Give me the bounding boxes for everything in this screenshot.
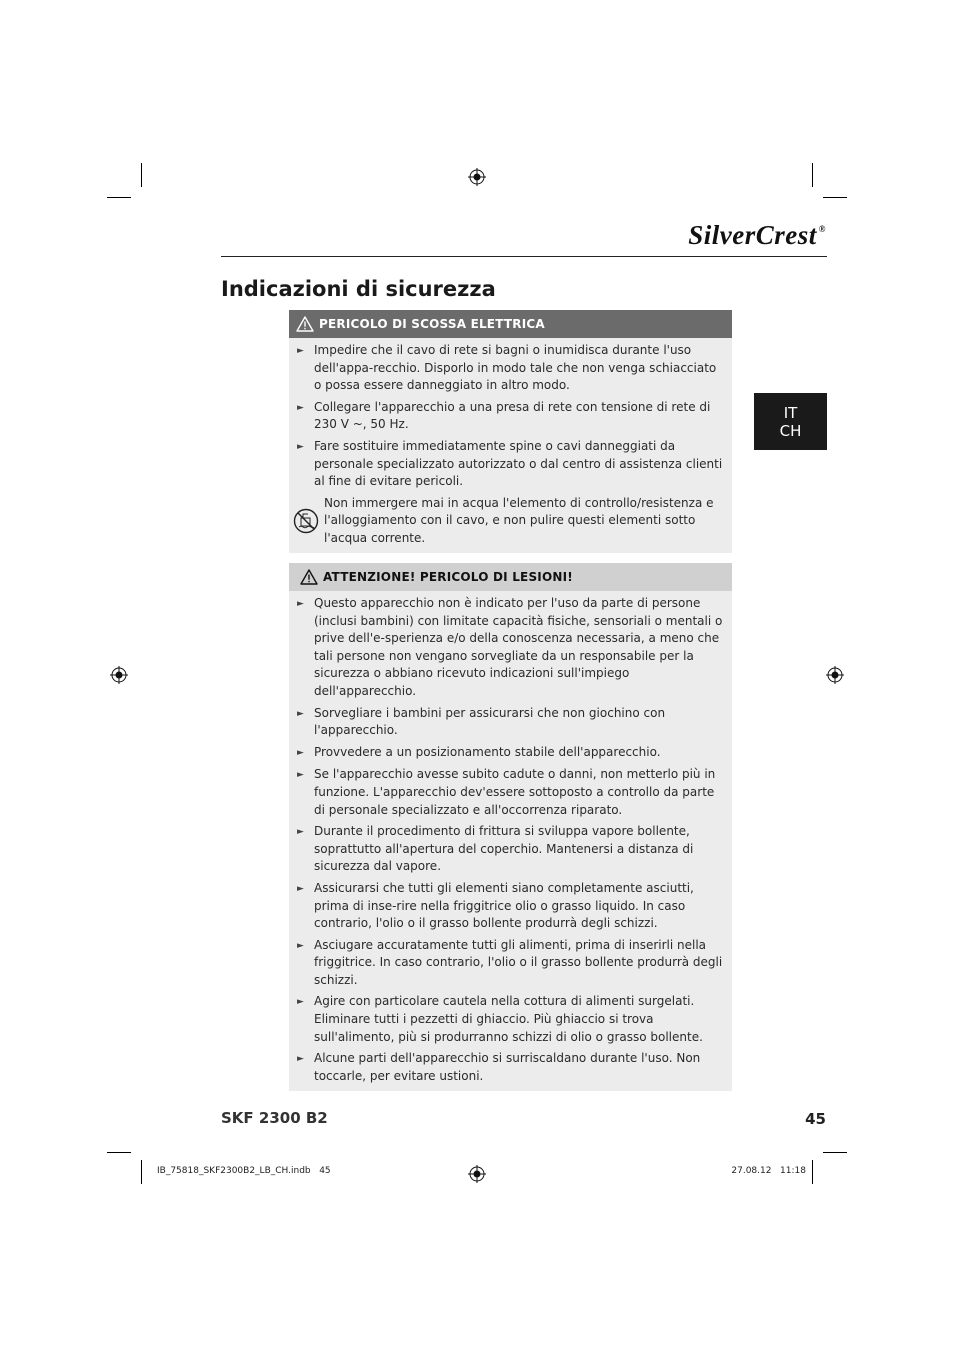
list-item: [297, 595, 724, 701]
arrow-right-icon: ►: [297, 1054, 304, 1065]
list-item: [297, 399, 724, 434]
list-item: [297, 823, 724, 876]
registration-mark-icon: [110, 666, 128, 684]
crop-mark: [141, 163, 142, 187]
warning-triangle-icon: [300, 569, 318, 585]
list-item-text: Alcune parti dell'apparecchio si surriscaldano durante l'uso. Non toccarle, per evitare ustioni.: [314, 1051, 701, 1083]
list-item: [297, 880, 724, 933]
language-code-ch: CH: [779, 421, 802, 440]
arrow-right-icon: ►: [297, 402, 304, 413]
list-item: [297, 342, 724, 395]
arrow-right-icon: ►: [297, 599, 304, 609]
list-item: [297, 766, 724, 819]
electric-shock-warning-box: [289, 310, 732, 553]
immersion-note: [297, 495, 724, 551]
page-number: 45: [805, 1110, 826, 1128]
language-tab: [754, 393, 827, 450]
date-slug: 27.08.12 11:18: [731, 1166, 806, 1176]
list-item-text: Agire con particolare cautela nella cottura di alimenti surgelati. Eliminare tutti i pezzetti di ghiaccio. Più ghiaccio si trova sull'alimento, più si produrranno schizzi di olio o grasso bollente.: [314, 994, 703, 1044]
list-item-text: Collegare l'apparecchio a una presa di rete con tensione di rete di 230 V ~, 50 Hz.: [314, 399, 711, 432]
arrow-right-icon: ►: [297, 940, 304, 951]
registration-mark-icon: [826, 666, 844, 684]
arrow-right-icon: ►: [297, 747, 304, 758]
model-number: SKF 2300 B2: [221, 1109, 328, 1127]
arrow-right-icon: ►: [297, 827, 304, 838]
list-item-text: Asciugare accuratamente tutti gli alimenti, prima di inserirli nella friggitrice. In caso contrario, l'olio o il grasso bollente produrrà degli schizzi.: [314, 937, 723, 987]
arrow-right-icon: ►: [297, 346, 304, 356]
crop-mark: [812, 163, 813, 187]
language-code-it: IT: [783, 403, 798, 422]
warning-triangle-icon: [296, 316, 314, 332]
list-item-text: Questo apparecchio non è indicato per l'uso da parte di persone (inclusi bambini) con limitate capacità fisiche, sensoriali o mentali o prive dell'e-sperienza e/o della conoscenza necessaria, a meno che tali persone non vengano sorvegliate da un responsabile per la sicurezza o abbiano ricevuto indicazioni sull'impiego dell'apparecchio.: [314, 596, 723, 698]
arrow-right-icon: ►: [297, 770, 304, 781]
list-item: [297, 438, 724, 491]
registration-mark-icon: [468, 168, 486, 186]
crop-mark: [823, 197, 847, 198]
list-item-text: Sorvegliare i bambini per assicurarsi che non giochino con l'apparecchio.: [314, 705, 666, 738]
list-item-text: Assicurarsi che tutti gli elementi siano completamente asciutti, prima di inse-rire nella friggitrice olio o grasso liquido. In caso contrario, l'olio o il grasso bollente produrrà degli schizzi.: [314, 880, 694, 931]
electric-shock-heading: [289, 310, 732, 338]
registration-mark-icon: [468, 1165, 486, 1183]
injury-heading: [289, 563, 732, 591]
section-heading-text: PERICOLO DI SCOSSA ELETTRICA: [319, 317, 545, 331]
list-item: [297, 993, 724, 1046]
arrow-right-icon: ►: [297, 997, 304, 1008]
list-item: [297, 705, 724, 740]
list-item-text: Provvedere a un posizionamento stabile dell'apparecchio.: [314, 744, 661, 759]
header-divider: [221, 256, 827, 257]
arrow-right-icon: ►: [297, 441, 304, 452]
list-item-text: Durante il procedimento di frittura si sviluppa vapore bollente, soprattutto all'apertura del coperchio. Mantenersi a distanza di sicurezza dal vapore.: [314, 824, 694, 874]
list-item: [297, 744, 724, 763]
list-item-text: Impedire che il cavo di rete si bagni o inumidisca durante l'uso dell'appa-recchio. Disporlo in modo tale che non venga schiacciato o possa essere danneggiato in altro modo.: [314, 343, 717, 393]
arrow-right-icon: ►: [297, 708, 304, 719]
crop-mark: [107, 197, 131, 198]
list-item-text: Se l'apparecchio avesse subito cadute o danni, non metterlo più in funzione. L'apparecchio dev'essere sottoposto a controllo da parte di personale specializzato e all'occorrenza riparato.: [314, 767, 716, 817]
trademark-symbol: ®: [818, 224, 826, 234]
brand-name: SilverCrest: [688, 220, 817, 250]
brand-logo: [688, 220, 826, 251]
list-item: [297, 1050, 724, 1085]
list-item-text: Fare sostituire immediatamente spine o cavi danneggiati da personale specializzato autorizzato o dal centro di assistenza clienti al fine di evitare pericoli.: [314, 438, 723, 489]
crop-mark: [107, 1152, 131, 1153]
injury-warning-box: [289, 563, 732, 1091]
crop-mark: [823, 1152, 847, 1153]
section-heading-text: ATTENZIONE! PERICOLO DI LESIONI!: [323, 570, 573, 584]
no-immersion-icon: [293, 508, 319, 534]
crop-mark: [141, 1160, 142, 1184]
crop-mark: [812, 1160, 813, 1184]
page-title: Indicazioni di sicurezza: [221, 277, 496, 301]
arrow-right-icon: ►: [297, 883, 304, 894]
note-text: Non immergere mai in acqua l'elemento di controllo/resistenza e l'alloggiamento con il cavo, e non pulire questi elementi sotto l'acqua corrente.: [324, 495, 714, 545]
file-slug: IB_75818_SKF2300B2_LB_CH.indb 45: [157, 1166, 331, 1176]
list-item: [297, 937, 724, 990]
